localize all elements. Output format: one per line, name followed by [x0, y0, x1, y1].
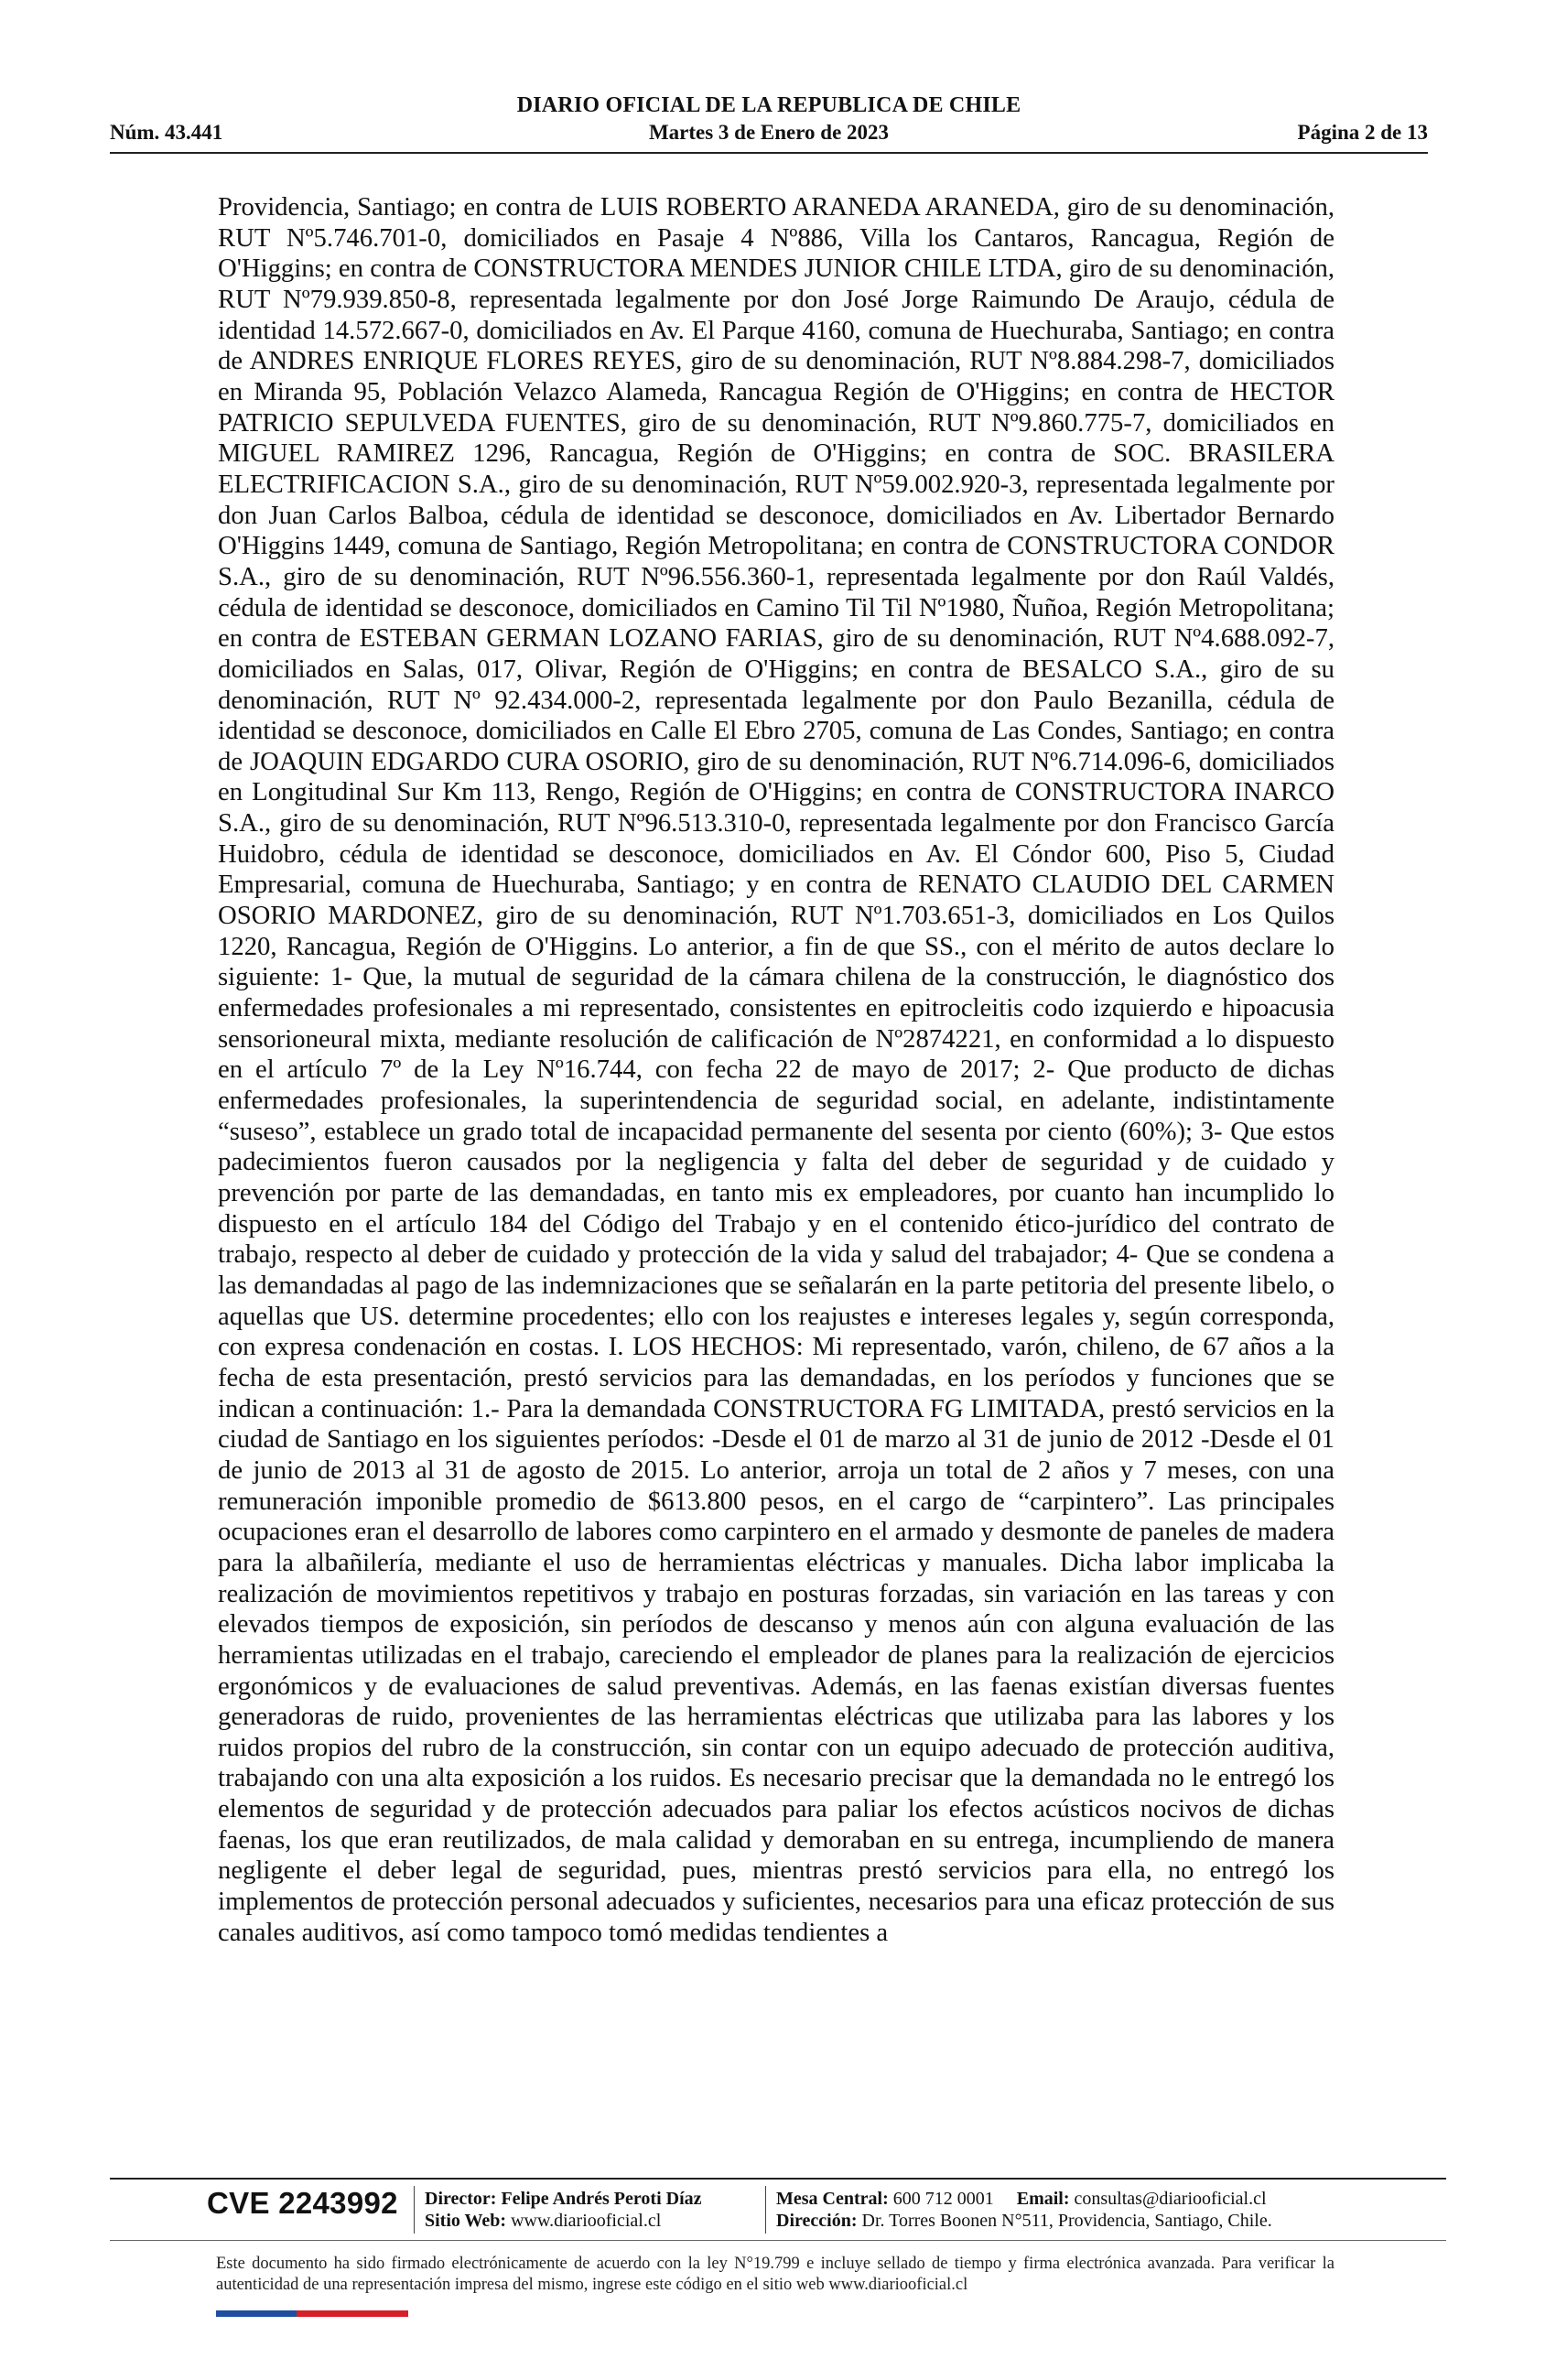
- header-divider: [110, 152, 1428, 154]
- footer-separator: [414, 2186, 415, 2234]
- phone-label: Mesa Central:: [776, 2189, 889, 2209]
- phone-number: 600 712 0001: [892, 2189, 994, 2209]
- footer-director-block: [425, 2188, 702, 2232]
- footer-contact-block: [776, 2188, 1272, 2232]
- email-link[interactable]: consultas@diariooficial.cl: [1074, 2189, 1267, 2209]
- director-label: Director:: [425, 2189, 497, 2209]
- address-value: Dr. Torres Boonen N°511, Providencia, Santiago, Chile.: [861, 2211, 1272, 2231]
- cve-code: CVE 2243992: [207, 2186, 398, 2220]
- page-header: [110, 93, 1428, 150]
- page-indicator: Página 2 de 13: [1297, 121, 1428, 144]
- email-label: Email:: [1016, 2189, 1070, 2209]
- publication-title: DIARIO OFICIAL DE LA REPUBLICA DE CHILE: [516, 93, 1021, 117]
- website-label: Sitio Web:: [425, 2211, 507, 2231]
- signature-notice: Este documento ha sido firmado electrónicamente de acuerdo con la ley N°19.799 e incluye sellado de tiempo y firma electrónica avanzada. Para verificar la autenticidad de una representación impresa del mismo, ingrese este código en el sitio web www.diariooficial.cl: [216, 2255, 1334, 2294]
- director-name: Felipe Andrés Peroti Díaz: [501, 2189, 702, 2209]
- body-paragraph: Providencia, Santiago; en contra de LUIS ROBERTO ARANEDA ARANEDA, giro de su denominación, RUT Nº5.746.701-0, domiciliados en Pasaje 4 Nº886, Villa los Cantaros, Rancagua, Región de O'Higgins; en contra de CONSTRUCTORA MENDES JUNIOR CHILE LTDA, giro de su denominación, RUT Nº79.939.850-8, representada legalmente por don José Jorge Raimundo De Araujo, cédula de identidad 14.572.667-0, domiciliados en Av. El Parque 4160, comuna de Huechuraba, Santiago; en contra de ANDRES ENRIQUE FLORES REYES, giro de su denominación, RUT Nº8.884.298-7, domiciliados en Miranda 95, Población Velazco Alameda, Rancagua Región de O'Higgins; en contra de HECTOR PATRICIO SEPULVEDA FUENTES, giro de su denominación, RUT Nº9.860.775-7, domiciliados en MIGUEL RAMIREZ 1296, Rancagua, Región de O'Higgins; en contra de SOC. BRASILERA ELECTRIFICACION S.A., giro de su denominación, RUT Nº59.002.920-3, representada legalmente por don Juan Carlos Balboa, cédula de identidad se desconoce, domiciliados en Av. Libertador Bernardo O'Higgins 1449, comuna de Santiago, Región Metropolitana; en contra de CONSTRUCTORA CONDOR S.A., giro de su denominación, RUT Nº96.556.360-1, representada legalmente por don Raúl Valdés, cédula de identidad se desconoce, domiciliados en Camino Til Til Nº1980, Ñuñoa, Región Metropolitana; en contra de ESTEBAN GERMAN LOZANO FARIAS, giro de su denominación, RUT Nº4.688.092-7, domiciliados en Salas, 017, Olivar, Región de O'Higgins; en contra de BESALCO S.A., giro de su denominación, RUT Nº 92.434.000-2, representada legalmente por don Paulo Bezanilla, cédula de identidad se desconoce, domiciliados en Calle El Ebro 2705, comuna de Las Condes, Santiago; en contra de JOAQUIN EDGARDO CURA OSORIO, giro de su denominación, RUT Nº6.714.096-6, domiciliados en Longitudinal Sur Km 113, Rengo, Región de O'Higgins; en contra de CONSTRUCTORA INARCO S.A., giro de su denominación, RUT Nº96.513.310-0, representada legalmente por don Francisco García Huidobro, cédula de identidad se desconoce, domiciliados en Av. El Cóndor 600, Piso 5, Ciudad Empresarial, comuna de Huechuraba, Santiago; y en contra de RENATO CLAUDIO DEL CARMEN OSORIO MARDONEZ, giro de su denominación, RUT Nº1.703.651-3, domiciliados en Los Quilos 1220, Rancagua, Región de O'Higgins. Lo anterior, a fin de que SS., con el mérito de autos declare lo siguiente: 1- Que, la mutual de seguridad de la cámara chilena de la construcción, le diagnóstico dos enfermedades profesionales a mi representado, consistentes en epitrocleitis codo izquierdo e hipoacusia sensorioneural mixta, mediante resolución de calificación de Nº2874221, en conformidad a lo dispuesto en el artículo 7º de la Ley Nº16.744, con fecha 22 de mayo de 2017; 2- Que producto de dichas enfermedades profesionales, la superintendencia de seguridad social, en adelante, indistintamente “suseso”, establece un grado total de incapacidad permanente del sesenta por ciento (60%); 3- Que estos padecimientos fueron causados por la negligencia y falta del deber de seguridad y de cuidado y prevención por parte de las demandadas, en tanto mis ex empleadores, por cuanto han incumplido lo dispuesto en el artículo 184 del Código del Trabajo y en el contenido ético-jurídico del contrato de trabajo, respecto al deber de cuidado y protección de la vida y salud del trabajador; 4- Que se condena a las demandadas al pago de las indemnizaciones que se señalarán en la parte petitoria del presente libelo, o aquellas que US. determine procedentes; ello con los reajustes e intereses legales y, según corresponda, con expresa condenación en costas. I. LOS HECHOS: Mi representado, varón, chileno, de 67 años a la fecha de esta presentación, prestó servicios para las demandadas, en los períodos y funciones que se indican a continuación: 1.- Para la demandada CONSTRUCTORA FG LIMITADA, prestó servicios en la ciudad de Santiago en los siguientes períodos: -Desde el 01 de marzo al 31 de junio de 2012 -Desde el 01 de junio de 2013 al 31 de agosto de 2015. Lo anterior, arroja un total de 2 años y 7 meses, con una remuneración imponible promedio de $613.800 pesos, en el cargo de “carpintero”. Las principales ocupaciones eran el desarrollo de labores como carpintero en el armado y desmonte de paneles de madera para la albañilería, mediante el uso de herramientas eléctricas y manuales. Dicha labor implicaba la realización de movimientos repetitivos y trabajo en posturas forzadas, sin variación en las tareas y con elevados tiempos de exposición, sin períodos de descanso y menos aún con alguna evaluación de las herramientas utilizadas en el trabajo, careciendo el empleador de planes para la realización de ejercicios ergonómicos y de evaluaciones de salud preventivas. Además, en las faenas existían diversas fuentes generadoras de ruido, provenientes de las herramientas eléctricas que utilizaba para las labores y los ruidos propios del rubro de la construcción, sin contar con un equipo adecuado de protección auditiva, trabajando con una alta exposición a los ruidos. Es necesario precisar que la demandada no le entregó los elementos de seguridad y de protección adecuados para paliar los efectos acústicos nocivos de dichas faenas, los que eran reutilizados, de mala calidad y demoraban en su entrega, incumpliendo de manera negligente el deber legal de seguridad, pues, mientras prestó servicios para ella, no entregó los implementos de protección personal adecuados y suficientes, necesarios para una eficaz protección de sus canales auditivos, así como tampoco tomó medidas tendientes a: [218, 192, 1334, 1947]
- chile-flag-bar: [216, 2310, 408, 2317]
- flag-blue-segment: [216, 2310, 297, 2317]
- flag-red-segment: [297, 2310, 408, 2317]
- issue-date: Martes 3 de Enero de 2023: [648, 121, 890, 144]
- address-label: Dirección:: [776, 2211, 858, 2231]
- footer-divider-lower: [110, 2240, 1446, 2241]
- website-link[interactable]: www.diariooficial.cl: [511, 2211, 662, 2231]
- issue-number: Núm. 43.441: [110, 121, 223, 144]
- footer-separator: [765, 2186, 766, 2234]
- footer-divider: [110, 2178, 1446, 2180]
